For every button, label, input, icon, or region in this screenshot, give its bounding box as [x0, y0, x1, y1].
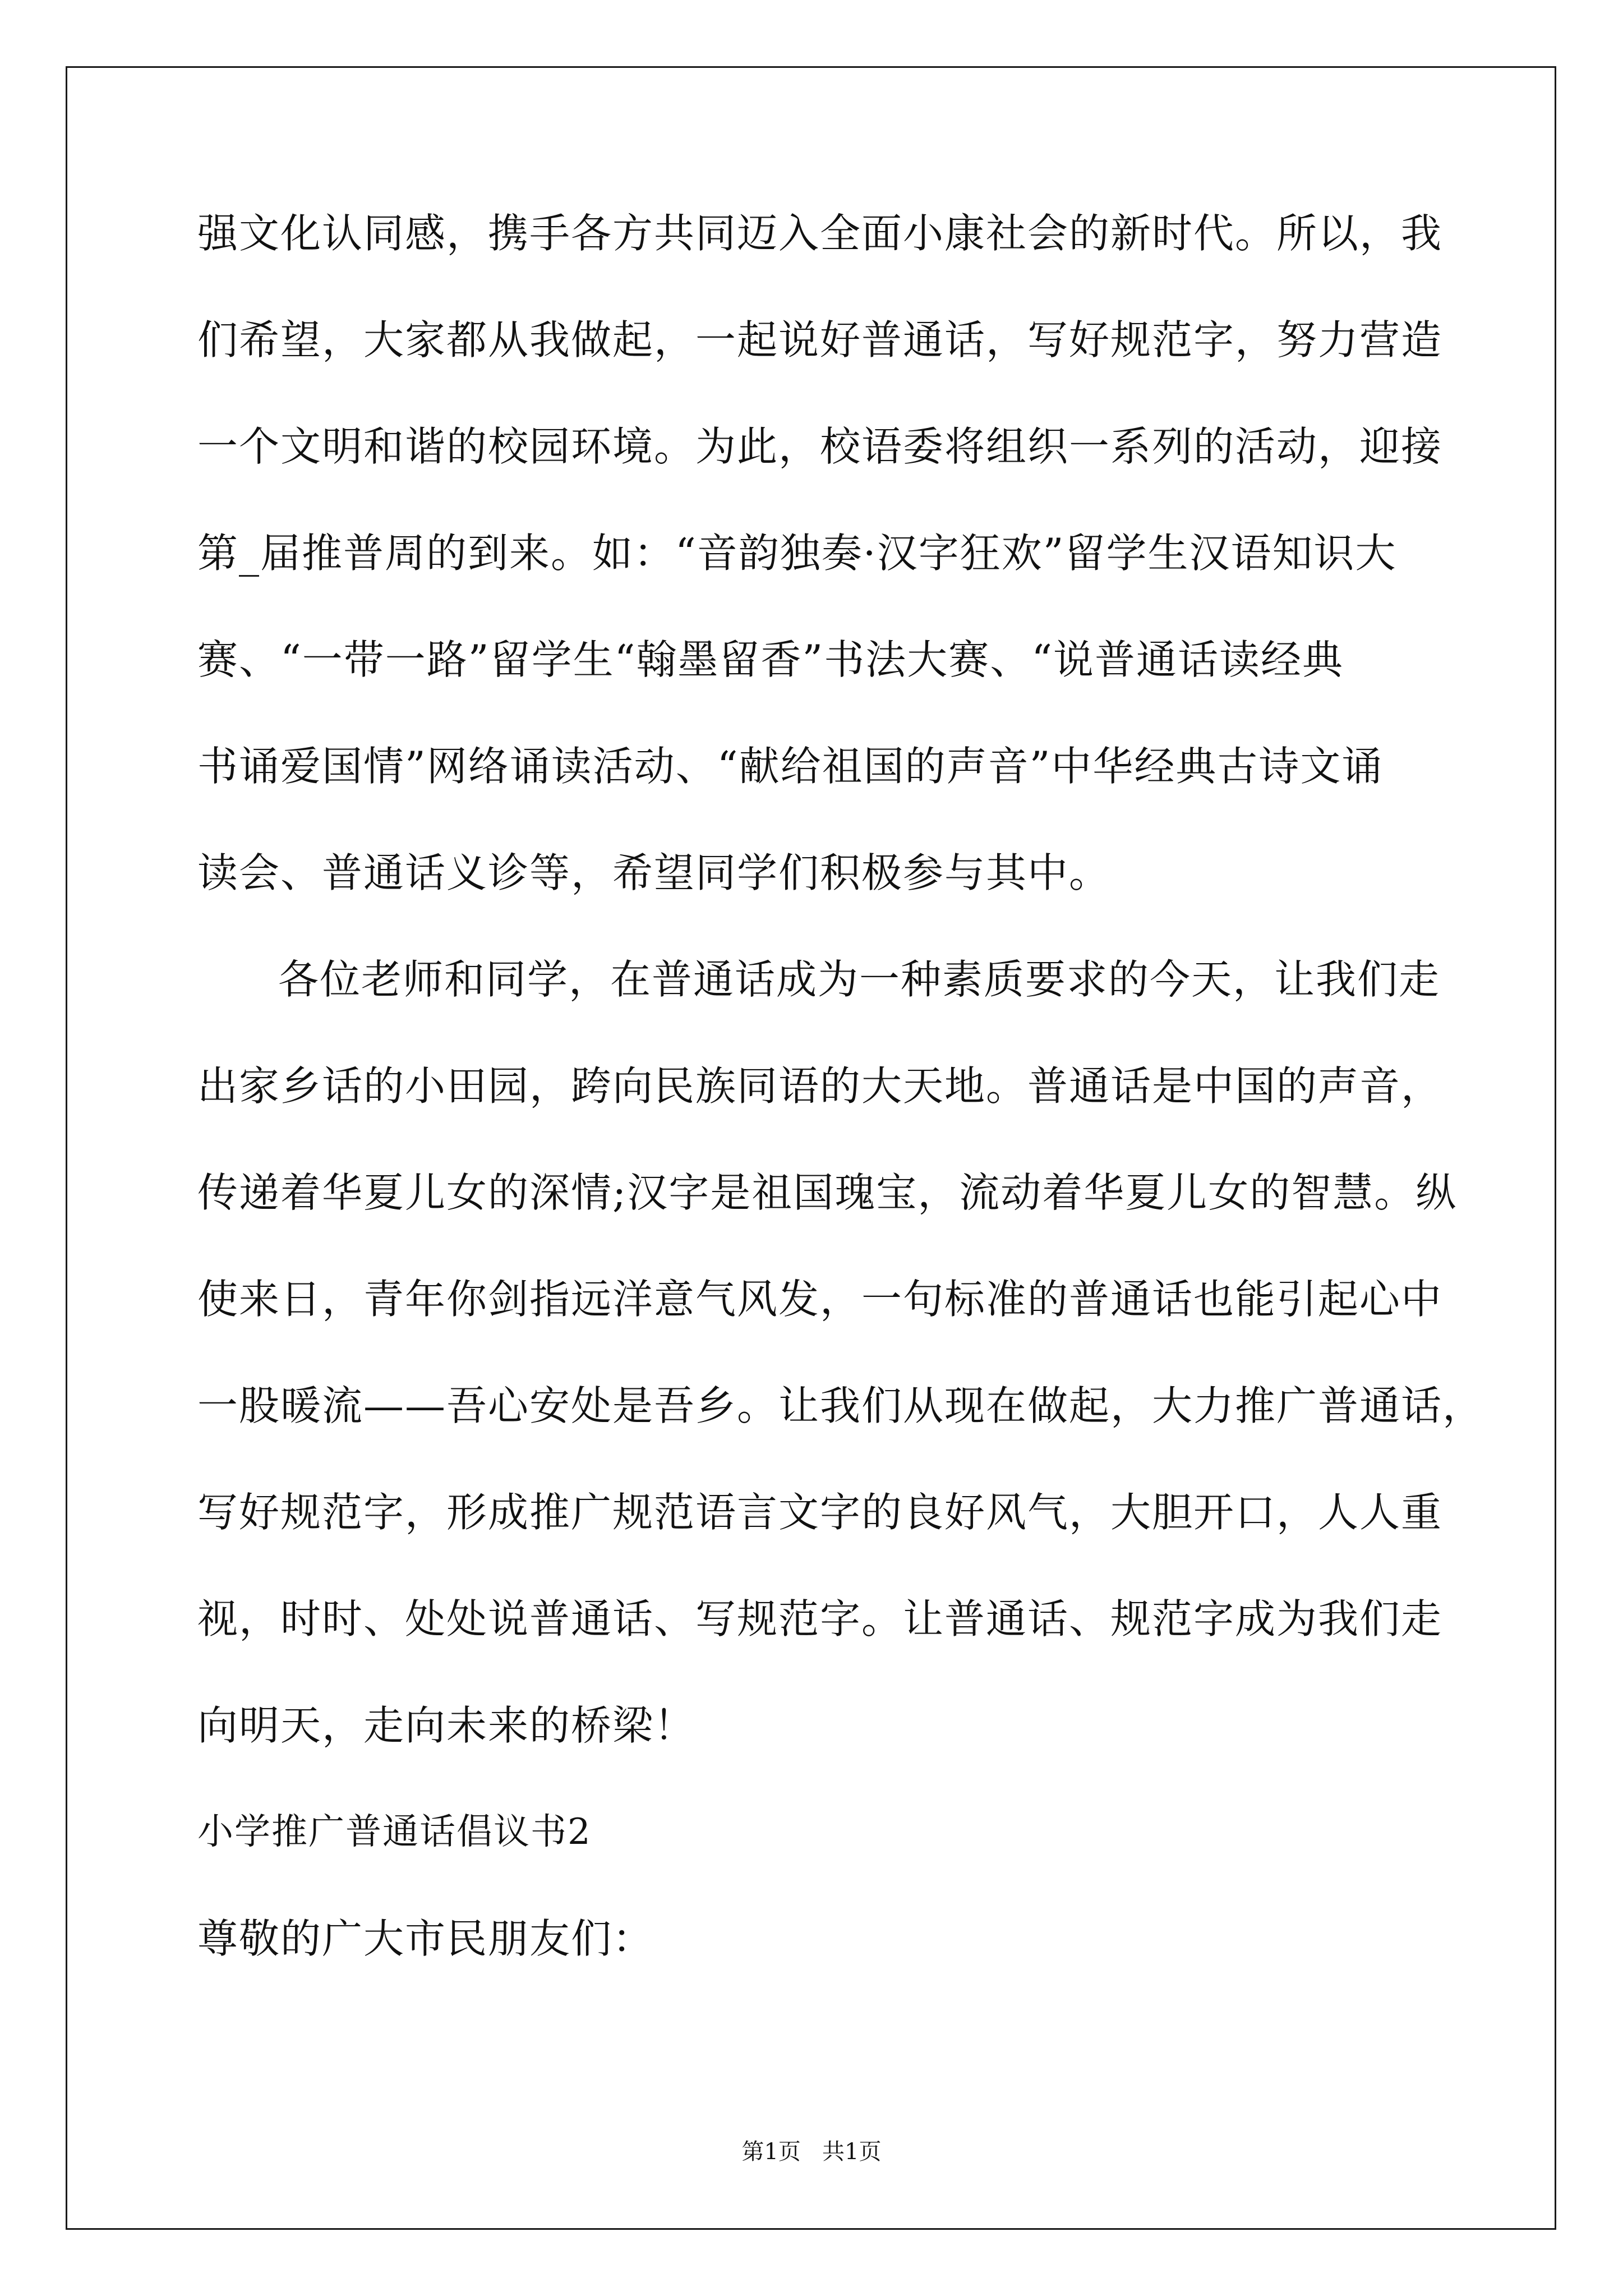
paragraph-line: 们希望，大家都从我做起，一起说好普通话，写好规范字，努力营造	[197, 316, 1443, 364]
document-body	[197, 210, 1484, 2025]
paragraph-line: 强文化认同感，携手各方共同迈入全面小康社会的新时代。所以，我	[197, 210, 1443, 257]
paragraph-line: 使来日，青年你剑指远洋意气风发，一句标准的普通话也能引起心中	[197, 1276, 1443, 1323]
paragraph-line: 视，时时、处处说普通话、写规范字。让普通话、规范字成为我们走	[197, 1595, 1443, 1642]
page-number: 第1页 共1页	[741, 2139, 882, 2165]
paragraph-line: 向明天，走向未来的桥梁！	[197, 1702, 696, 1749]
paragraph-line: 赛、“一带一路”留学生“翰墨留香”书法大赛、“说普通话读经典	[197, 636, 1344, 683]
paragraph-line: 第_届推普周的到来。如：“音韵独奏·汉字狂欢”留学生汉语知识大	[197, 530, 1397, 577]
section-title: 小学推广普通话倡议书2	[197, 1811, 592, 1853]
paragraph-line: 各位老师和同学，在普通话成为一种素质要求的今天，让我们走	[278, 956, 1441, 1003]
paragraph-line: 读会、普通话义诊等，希望同学们积极参与其中。	[197, 849, 1111, 896]
paragraph-line: 出家乡话的小田园，跨向民族同语的大天地。普通话是中国的声音，	[197, 1062, 1443, 1110]
paragraph-line: 一个文明和谐的校园环境。为此，校语委将组织一系列的活动，迎接	[197, 423, 1443, 470]
salutation: 尊敬的广大市民朋友们：	[197, 1915, 654, 1962]
paragraph-line: 书诵爱国情”网络诵读活动、“献给祖国的声音”中华经典古诗文诵	[197, 743, 1384, 790]
paragraph-line: 一股暖流——吾心安处是吾乡。让我们从现在做起，大力推广普通话，	[197, 1382, 1484, 1429]
paragraph-line: 传递着华夏儿女的深情;汉字是祖国瑰宝，流动着华夏儿女的智慧。纵	[197, 1169, 1458, 1216]
paragraph-line: 写好规范字，形成推广规范语言文字的良好风气，大胆开口，人人重	[197, 1489, 1443, 1536]
